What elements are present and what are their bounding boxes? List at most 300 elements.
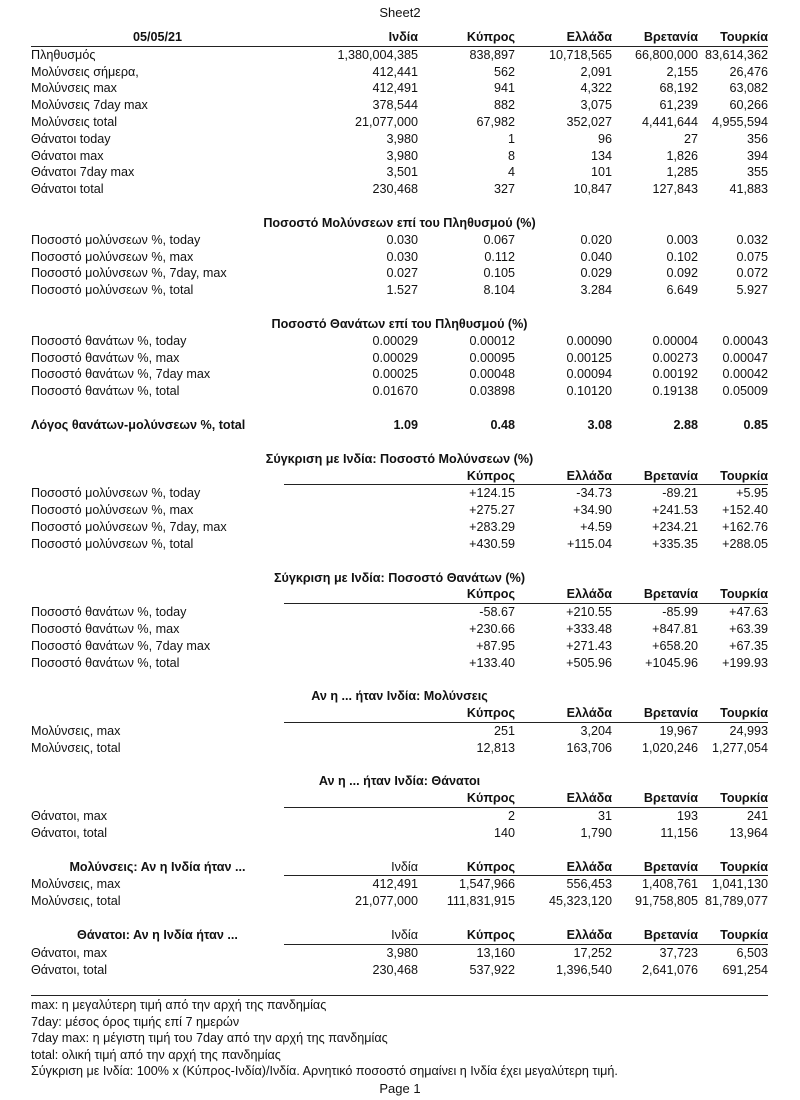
value-cell: +34.90 [573, 503, 612, 518]
table-row [31, 366, 768, 383]
value-cell: 882 [493, 98, 515, 113]
table-row [31, 249, 768, 266]
value-cell: 0.092 [666, 266, 698, 281]
table-row [31, 519, 768, 536]
value-cell: +4.59 [580, 519, 612, 534]
value-cell: 193 [676, 809, 698, 824]
value-cell: +124.15 [469, 486, 515, 501]
value-cell: -34.73 [576, 486, 612, 501]
value-cell: +230.66 [469, 621, 515, 636]
value-cell: 13,964 [729, 825, 768, 840]
value-cell: 0.067 [483, 232, 515, 247]
row-label: Λόγος θανάτων-μολύνσεων %, total [31, 417, 246, 432]
value-cell: 0.00094 [566, 367, 612, 382]
value-cell: 0.00125 [566, 350, 612, 365]
row-label: Ποσοστό θανάτων %, max [31, 621, 180, 636]
table-row [31, 621, 768, 638]
value-cell: 3.284 [580, 283, 612, 298]
spacer-row [31, 756, 768, 773]
value-cell: 838,897 [469, 47, 515, 62]
value-cell: 2 [507, 809, 515, 824]
value-cell: 10,847 [573, 182, 612, 197]
note-line: max: η μεγαλύτερη τιμή από την αρχή της πανδημίας [31, 998, 327, 1013]
column-header: Κύπρος [418, 705, 515, 722]
empty-cell [284, 740, 418, 757]
column-header: Ινδία [284, 859, 418, 876]
value-cell: 0.00004 [652, 333, 698, 348]
empty-cell [284, 468, 418, 485]
row-label: Μολύνσεις max [31, 81, 117, 96]
value-cell: 26,476 [729, 64, 768, 79]
row-label: Θάνατοι total [31, 182, 104, 197]
table-row [31, 265, 768, 282]
empty-cell [284, 638, 418, 655]
page-footer: Page 1 [379, 1081, 421, 1096]
spacer-row [31, 198, 768, 215]
empty-cell [284, 485, 418, 502]
table-row [31, 164, 768, 181]
empty-cell [31, 586, 284, 603]
value-cell: 4,441,644 [641, 114, 698, 129]
table-row [31, 722, 768, 739]
value-cell: 0.075 [736, 249, 768, 264]
row-label: Μολύνσεις, max [31, 723, 121, 738]
value-cell: 241 [746, 809, 768, 824]
section-title-row [31, 773, 768, 790]
table-row [31, 181, 768, 198]
value-cell: 67,982 [476, 114, 515, 129]
value-cell: 96 [597, 131, 612, 146]
table-row [31, 114, 768, 131]
column-header: Βρετανία [612, 859, 698, 876]
value-cell: 0.030 [386, 249, 418, 264]
column-header: Βρετανία [612, 29, 698, 46]
value-cell: -85.99 [662, 605, 698, 620]
empty-cell [31, 705, 284, 722]
value-cell: 111,831,915 [446, 894, 515, 909]
value-cell: +430.59 [469, 536, 515, 551]
empty-cell [284, 621, 418, 638]
column-header: Κύπρος [418, 468, 515, 485]
value-cell: 2,155 [666, 64, 698, 79]
value-cell: +333.48 [566, 621, 612, 636]
column-header: Ελλάδα [515, 927, 612, 944]
spacer-cell [31, 978, 768, 995]
value-cell: 68,192 [659, 81, 698, 96]
value-cell: 3,980 [386, 148, 418, 163]
column-header: Τουρκία [698, 705, 768, 722]
column-header-row [31, 859, 768, 876]
value-cell: 3,980 [386, 945, 418, 960]
spacer-cell [31, 400, 768, 417]
section-title: Αν η ... ήταν Ινδία: Θάνατοι [318, 774, 481, 789]
empty-cell [31, 468, 284, 485]
notes-section [31, 995, 768, 1080]
column-header: Ελλάδα [515, 586, 612, 603]
value-cell: 41,883 [729, 182, 768, 197]
column-header-row [31, 586, 768, 603]
value-cell: 0.040 [580, 249, 612, 264]
spacer-cell [31, 842, 768, 859]
column-header: Βρετανία [612, 586, 698, 603]
value-cell: 140 [493, 825, 515, 840]
spacer-cell [31, 198, 768, 215]
value-cell: 1,547,966 [458, 877, 515, 892]
value-cell: +241.53 [652, 503, 698, 518]
value-cell: +152.40 [722, 503, 768, 518]
value-cell: 251 [493, 723, 515, 738]
row-label: Μολύνσεις, total [31, 740, 121, 755]
column-header: Ελλάδα [515, 468, 612, 485]
value-cell: 4,322 [580, 81, 612, 96]
value-cell: 0.00192 [652, 367, 698, 382]
column-header-row [31, 705, 768, 722]
value-cell: 134 [590, 148, 612, 163]
spacer-cell [31, 553, 768, 570]
value-cell: 19,967 [659, 723, 698, 738]
value-cell: 0.00029 [372, 333, 418, 348]
value-cell: 31 [597, 809, 612, 824]
value-cell: 6,503 [736, 945, 768, 960]
column-header: Κύπρος [418, 859, 515, 876]
row-label: Ποσοστό μολύνσεων %, today [31, 232, 201, 247]
column-header: Βρετανία [612, 705, 698, 722]
value-cell: 0.10120 [566, 384, 612, 399]
value-cell: +275.27 [469, 503, 515, 518]
value-cell: 230,468 [372, 962, 418, 977]
column-header: Κύπρος [418, 927, 515, 944]
spacer-row [31, 400, 768, 417]
value-cell: +87.95 [476, 638, 515, 653]
column-header: Βρετανία [612, 790, 698, 807]
section-title-row [31, 316, 768, 333]
note-line: 7day max: η μέγιστη τιμή του 7day από την αρχή της πανδημίας [31, 1031, 388, 1046]
value-cell: 2,641,076 [641, 962, 698, 977]
value-cell: 0.102 [666, 249, 698, 264]
value-cell: 91,758,805 [634, 894, 698, 909]
value-cell: 230,468 [372, 182, 418, 197]
value-cell: 394 [746, 148, 768, 163]
value-cell: 537,922 [469, 962, 515, 977]
value-cell: 0.85 [743, 417, 768, 432]
value-cell: +271.43 [566, 638, 612, 653]
value-cell: 17,252 [573, 945, 612, 960]
section-title: Ποσοστό Θανάτων επί του Πληθυσμού (%) [271, 316, 528, 331]
column-header: Κύπρος [418, 790, 515, 807]
table-row [31, 350, 768, 367]
table-row [31, 383, 768, 400]
spacer-cell [31, 299, 768, 316]
value-cell: 83,614,362 [704, 47, 768, 62]
row-label: Ποσοστό θανάτων %, max [31, 350, 180, 365]
column-header-row [31, 790, 768, 807]
spacer-row [31, 553, 768, 570]
value-cell: +47.63 [729, 605, 768, 620]
value-cell: 412,491 [372, 877, 418, 892]
value-cell: 0.029 [580, 266, 612, 281]
value-cell: 1,277,054 [711, 740, 768, 755]
table-row [31, 46, 768, 63]
value-cell: 5.927 [736, 283, 768, 298]
value-cell: +67.35 [729, 638, 768, 653]
table-row [31, 638, 768, 655]
value-cell: 1,790 [580, 825, 612, 840]
column-header: Κύπρος [418, 29, 515, 46]
note-line: Σύγκριση με Ινδία: 100% x (Κύπρος-Ινδία)/Ινδία. Αρνητικό ποσοστό σημαίνει η Ινδία έχει μεγαλύτερη τιμή. [31, 1064, 618, 1079]
value-cell: 61,239 [659, 98, 698, 113]
column-header: Ελλάδα [515, 790, 612, 807]
value-cell: 0.020 [580, 232, 612, 247]
value-cell: 0.00090 [566, 333, 612, 348]
spacer-row [31, 434, 768, 451]
value-cell: 0.00047 [722, 350, 768, 365]
value-cell: +288.05 [722, 536, 768, 551]
value-cell: 1,826 [666, 148, 698, 163]
row-label: Θάνατοι 7day max [31, 165, 135, 180]
row-label: Ποσοστό θανάτων %, today [31, 604, 187, 619]
ratio-row [31, 417, 768, 434]
spacer-cell [31, 434, 768, 451]
value-cell: 0.00025 [372, 367, 418, 382]
value-cell: 127,843 [652, 182, 698, 197]
spacer-cell [31, 756, 768, 773]
note-line: 7day: μέσος όρος τιμής επί 7 ημερών [31, 1014, 240, 1029]
value-cell: 0.48 [490, 417, 515, 432]
section-title: Αν η ... ήταν Ινδία: Μολύνσεις [311, 689, 488, 704]
table-row [31, 131, 768, 148]
value-cell: 0.00012 [469, 333, 515, 348]
value-cell: 0.027 [386, 266, 418, 281]
value-cell: +1045.96 [645, 655, 698, 670]
value-cell: 941 [493, 81, 515, 96]
value-cell: 3,980 [386, 131, 418, 146]
row-label: Μολύνσεις, max [31, 877, 121, 892]
spacer-row [31, 671, 768, 688]
empty-cell [284, 655, 418, 672]
empty-cell [284, 825, 418, 842]
value-cell: 1,285 [666, 165, 698, 180]
column-header: Ινδία [284, 29, 418, 46]
row-label: Ποσοστό θανάτων %, total [31, 384, 180, 399]
column-header: Ινδία [284, 927, 418, 944]
value-cell: 0.00273 [652, 350, 698, 365]
column-header: Κύπρος [418, 586, 515, 603]
section-title: Θάνατοι: Αν η Ινδία ήταν ... [77, 928, 238, 943]
table-row [31, 740, 768, 757]
column-header: Τουρκία [698, 859, 768, 876]
value-cell: +847.81 [652, 621, 698, 636]
column-header: Τουρκία [698, 790, 768, 807]
value-cell: 12,813 [476, 740, 515, 755]
value-cell: 163,706 [566, 740, 612, 755]
empty-cell [284, 705, 418, 722]
value-cell: 81,789,077 [704, 894, 768, 909]
table-row [31, 80, 768, 97]
spacer-row [31, 299, 768, 316]
column-header: Τουρκία [698, 927, 768, 944]
table-row [31, 64, 768, 81]
value-cell: +234.21 [652, 519, 698, 534]
value-cell: 6.649 [666, 283, 698, 298]
value-cell: 1,041,130 [711, 877, 768, 892]
row-label: Πληθυσμός [31, 47, 96, 62]
value-cell: 4,955,594 [711, 114, 768, 129]
section-title-row [31, 215, 768, 232]
value-cell: 3.08 [587, 417, 612, 432]
value-cell: 352,027 [566, 114, 612, 129]
value-cell: 11,156 [660, 825, 698, 840]
table-row [31, 148, 768, 165]
column-header-row [31, 927, 768, 944]
value-cell: 0.19138 [652, 384, 698, 399]
row-label: Θάνατοι, max [31, 945, 108, 960]
value-cell: 327 [493, 182, 515, 197]
value-cell: 1,396,540 [555, 962, 612, 977]
section-title-row [31, 688, 768, 705]
row-label: Μολύνσεις σήμερα, [31, 64, 139, 79]
section-title: Ποσοστό Μολύνσεων επί του Πληθυσμού (%) [263, 215, 536, 230]
row-label: Θάνατοι, total [31, 962, 108, 977]
value-cell: 412,441 [372, 64, 418, 79]
value-cell: 0.030 [386, 232, 418, 247]
row-label: Θάνατοι, max [31, 808, 108, 823]
empty-cell [31, 790, 284, 807]
date-header: 05/05/21 [31, 29, 284, 46]
row-label: Ποσοστό μολύνσεων %, 7day, max [31, 519, 227, 534]
value-cell: 8.104 [483, 283, 515, 298]
table-row [31, 97, 768, 114]
row-label: Ποσοστό μολύνσεων %, 7day, max [31, 266, 227, 281]
row-label: Ποσοστό θανάτων %, total [31, 655, 180, 670]
value-cell: 691,254 [722, 962, 768, 977]
empty-cell [284, 519, 418, 536]
value-cell: 1.09 [393, 417, 418, 432]
column-header: Ελλάδα [515, 29, 612, 46]
value-cell: 13,160 [476, 945, 515, 960]
value-cell: +199.93 [722, 655, 768, 670]
value-cell: 0.00042 [722, 367, 768, 382]
value-cell: 4 [507, 165, 515, 180]
empty-cell [284, 790, 418, 807]
value-cell: 0.072 [736, 266, 768, 281]
table-row [31, 282, 768, 299]
section-title: Σύγκριση με Ινδία: Ποσοστό Μολύνσεων (%) [265, 451, 534, 466]
value-cell: +115.04 [567, 536, 612, 551]
table-row [31, 893, 768, 910]
table-row [31, 232, 768, 249]
value-cell: +335.35 [652, 536, 698, 551]
value-cell: 21,077,000 [354, 894, 418, 909]
table-row [31, 502, 768, 519]
column-header: Βρετανία [612, 468, 698, 485]
value-cell: 562 [493, 64, 515, 79]
table-row [31, 962, 768, 979]
value-cell: +505.96 [566, 655, 612, 670]
row-label: Ποσοστό μολύνσεων %, max [31, 249, 194, 264]
empty-cell [284, 808, 418, 825]
table-row [31, 944, 768, 961]
value-cell: -89.21 [662, 486, 698, 501]
spacer-cell [31, 910, 768, 927]
value-cell: 0.03898 [469, 384, 515, 399]
page-header: Sheet2 [379, 5, 421, 20]
table-row [31, 655, 768, 672]
column-header: Τουρκία [698, 586, 768, 603]
value-cell: 3,075 [580, 98, 612, 113]
empty-cell [284, 502, 418, 519]
value-cell: 21,077,000 [354, 114, 418, 129]
value-cell: 0.00029 [372, 350, 418, 365]
empty-cell [284, 586, 418, 603]
value-cell: 0.00095 [469, 350, 515, 365]
value-cell: 2,091 [580, 64, 612, 79]
table-row [31, 333, 768, 350]
value-cell: +658.20 [652, 638, 698, 653]
value-cell: 0.032 [736, 232, 768, 247]
spacer-row [31, 910, 768, 927]
row-label: Ποσοστό θανάτων %, 7day max [31, 367, 211, 382]
value-cell: 0.00048 [469, 367, 515, 382]
value-cell: 2.88 [673, 417, 698, 432]
value-cell: 0.05009 [722, 384, 768, 399]
value-cell: 37,723 [659, 945, 698, 960]
value-cell: +283.29 [469, 519, 515, 534]
value-cell: 355 [746, 165, 768, 180]
row-label: Θάνατοι today [31, 131, 111, 146]
value-cell: +162.76 [722, 519, 768, 534]
row-label: Ποσοστό θανάτων %, today [31, 333, 187, 348]
value-cell: 356 [746, 131, 768, 146]
table-body [31, 29, 768, 995]
value-cell: 1.527 [386, 283, 418, 298]
section-title: Μολύνσεις: Αν η Ινδία ήταν ... [69, 859, 246, 874]
table-row [31, 876, 768, 893]
value-cell: 412,491 [372, 81, 418, 96]
value-cell: -58.67 [479, 605, 515, 620]
value-cell: 0.112 [484, 249, 515, 264]
spreadsheet [31, 29, 768, 1080]
column-header: Τουρκία [698, 468, 768, 485]
value-cell: 45,323,120 [548, 894, 612, 909]
note-line: total: ολική τιμή από την αρχή της πανδημίας [31, 1047, 281, 1062]
row-label: Ποσοστό μολύνσεων %, total [31, 283, 194, 298]
section-title-row [31, 451, 768, 468]
table-row [31, 808, 768, 825]
row-label: Ποσοστό μολύνσεων %, total [31, 536, 194, 551]
value-cell: +133.40 [469, 655, 515, 670]
value-cell: +210.55 [566, 605, 612, 620]
spacer-row [31, 978, 768, 995]
column-header: Βρετανία [612, 927, 698, 944]
row-label: Θάνατοι, total [31, 825, 108, 840]
value-cell: +5.95 [736, 486, 768, 501]
value-cell: 1 [507, 131, 515, 146]
value-cell: 556,453 [566, 877, 612, 892]
column-header-row [31, 29, 768, 46]
value-cell: 0.00043 [722, 333, 768, 348]
row-label: Μολύνσεις 7day max [31, 98, 148, 113]
column-header-row [31, 468, 768, 485]
section-title-row [31, 570, 768, 587]
row-label: Μολύνσεις total [31, 114, 117, 129]
empty-cell [284, 604, 418, 621]
table-row [31, 825, 768, 842]
value-cell: 378,544 [372, 98, 418, 113]
spacer-cell [31, 671, 768, 688]
column-header: Ελλάδα [515, 705, 612, 722]
column-header: Ελλάδα [515, 859, 612, 876]
value-cell: 1,020,246 [641, 740, 698, 755]
